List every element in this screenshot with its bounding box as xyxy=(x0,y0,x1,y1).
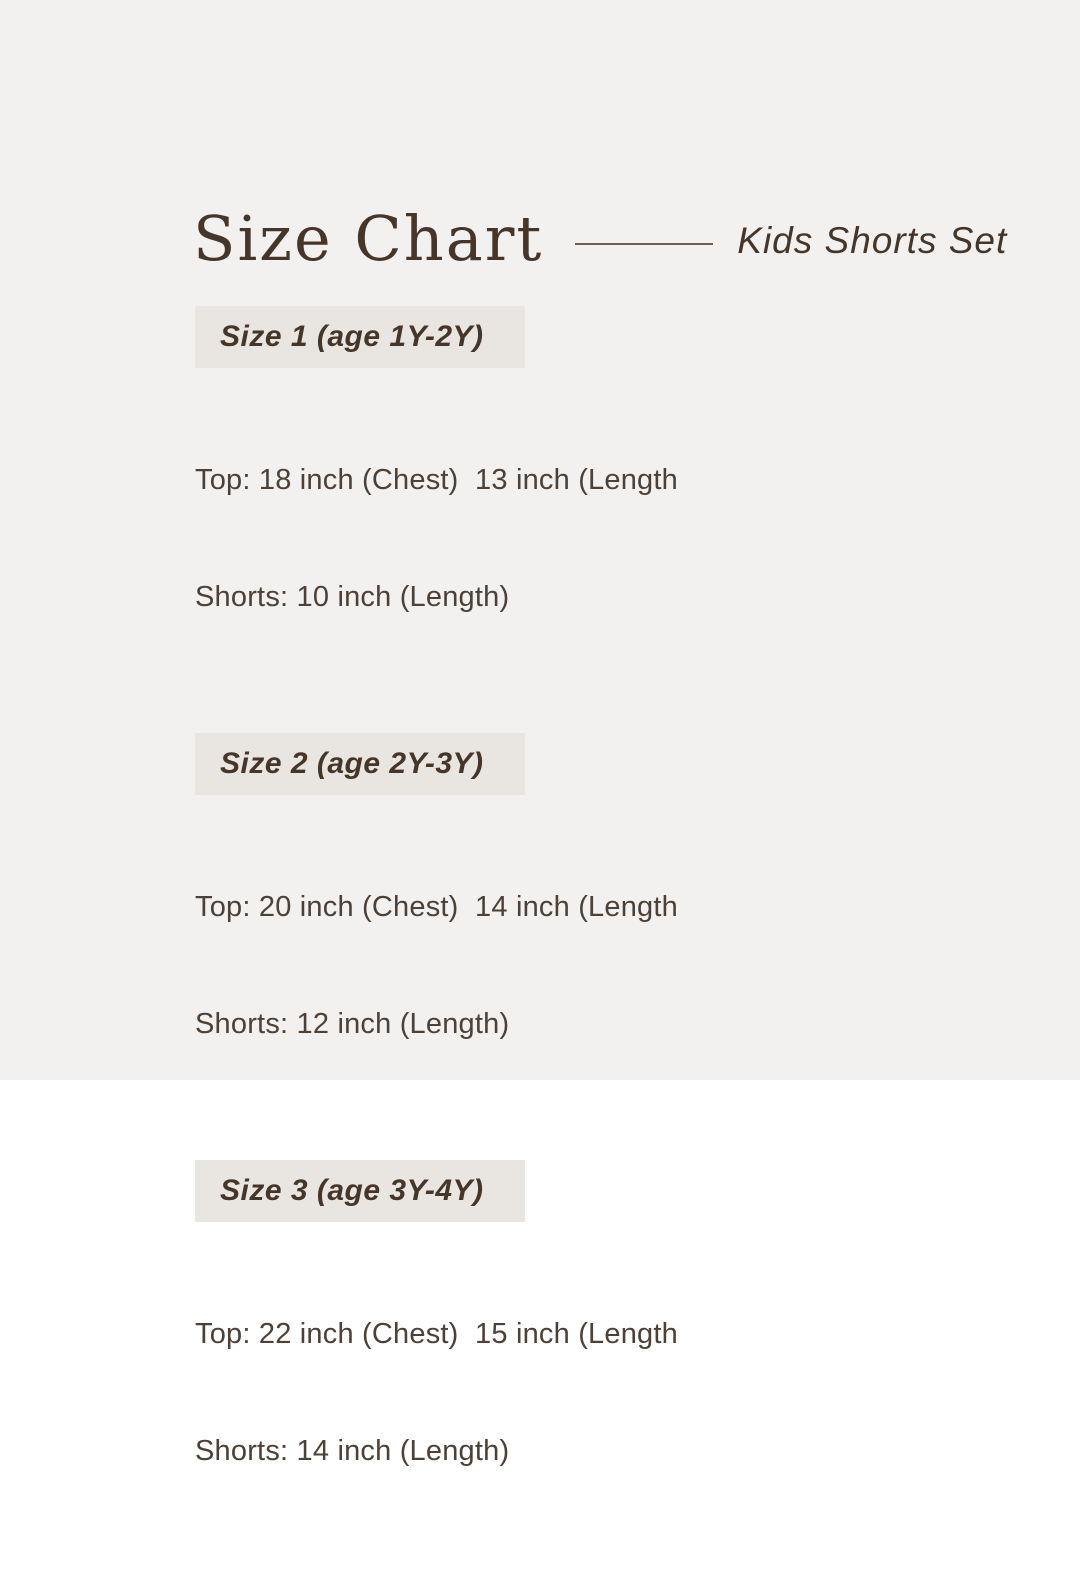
size-1-header-band xyxy=(195,306,525,368)
size-section-2 xyxy=(195,733,755,1122)
size-3-header-label: Size 3 (age 3Y-4Y) xyxy=(220,1174,484,1207)
size-section-1 xyxy=(195,306,755,695)
size-3-measurements xyxy=(195,1237,755,1549)
page-title: Size Chart xyxy=(193,202,544,275)
size-2-header-label: Size 2 (age 2Y-3Y) xyxy=(220,747,484,780)
size-1-measurements xyxy=(195,383,755,695)
size-1-shorts-measurement: Shorts: 10 inch (Length) xyxy=(195,581,510,613)
size-2-header-band xyxy=(195,733,525,795)
size-section-3 xyxy=(195,1160,755,1549)
size-sections xyxy=(195,306,755,1587)
page-subtitle: Kids Shorts Set xyxy=(737,220,1008,262)
title-row xyxy=(193,202,1008,275)
size-1-header-label: Size 1 (age 1Y-2Y) xyxy=(220,320,484,353)
size-1-top-measurement: Top: 18 inch (Chest) 13 inch (Length xyxy=(195,464,678,496)
size-3-shorts-measurement: Shorts: 14 inch (Length) xyxy=(195,1435,510,1467)
size-2-top-measurement: Top: 20 inch (Chest) 14 inch (Length xyxy=(195,891,678,923)
size-2-measurements xyxy=(195,810,755,1122)
size-2-shorts-measurement: Shorts: 12 inch (Length) xyxy=(195,1008,510,1040)
size-3-header-band xyxy=(195,1160,525,1222)
title-divider-line xyxy=(575,243,713,245)
size-3-top-measurement: Top: 22 inch (Chest) 15 inch (Length xyxy=(195,1318,678,1350)
